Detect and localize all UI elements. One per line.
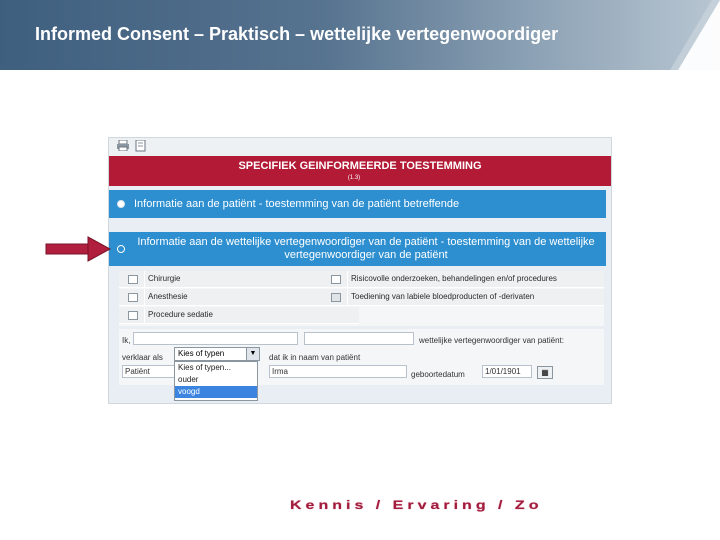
- print-icon[interactable]: [117, 140, 131, 153]
- dropdown-option[interactable]: ouder: [178, 375, 199, 384]
- procedure-options: [119, 271, 604, 326]
- procedure-label: Chirurgie: [148, 274, 181, 283]
- form-title-bar: [109, 156, 611, 186]
- option-representative-label: Informatie aan de wettelijke vertegenwoordiger van de patiënt - toestemming van de wettelijke vertegenwoordiger van de patiënt: [137, 236, 595, 261]
- dropdown-option-selected[interactable]: voogd: [175, 386, 257, 398]
- naam-label: dat ik in naam van patiënt: [269, 353, 361, 362]
- pointer-arrow: [44, 236, 112, 262]
- form-toolbar: [109, 138, 611, 156]
- ik-label: Ik,: [122, 336, 131, 345]
- checkbox[interactable]: [331, 293, 341, 302]
- patient-input[interactable]: Patiënt: [122, 365, 177, 378]
- procedure-item[interactable]: [119, 307, 359, 324]
- procedure-label: Toediening van labiele bloedproducten of -derivaten: [351, 292, 535, 301]
- checkbox[interactable]: [128, 311, 138, 320]
- relation-dropdown: [174, 361, 258, 401]
- patient-name-input[interactable]: Irma: [269, 365, 407, 378]
- option-patient-label: Informatie aan de patiënt - toestemming van de patiënt betreffende: [134, 198, 460, 210]
- calendar-icon[interactable]: ▦: [537, 366, 553, 379]
- relation-select-value: Kies of typen: [178, 349, 225, 358]
- dob-input[interactable]: 1/01/1901: [482, 365, 532, 378]
- slide-title: Informed Consent – Praktisch – wettelijke vertegenwoordiger: [35, 24, 559, 44]
- relation-select[interactable]: [174, 347, 260, 361]
- procedure-label: Procedure sedatie: [148, 310, 213, 319]
- representative-surname-input[interactable]: [304, 332, 414, 345]
- radio-representative[interactable]: [117, 245, 125, 253]
- checkbox[interactable]: [128, 293, 138, 302]
- dob-label: geboortedatum: [411, 370, 465, 379]
- consent-form-panel: [108, 137, 612, 404]
- option-patient[interactable]: [109, 190, 606, 218]
- representative-name-input[interactable]: [133, 332, 298, 345]
- procedure-label: Anesthesie: [148, 292, 188, 301]
- document-icon[interactable]: [135, 140, 149, 153]
- slide-header: [0, 0, 720, 70]
- procedure-item[interactable]: [322, 289, 604, 306]
- procedure-item[interactable]: [322, 271, 604, 288]
- option-representative[interactable]: [109, 232, 606, 266]
- verklaar-label: verklaar als: [122, 353, 163, 362]
- checkbox[interactable]: [128, 275, 138, 284]
- radio-patient[interactable]: [117, 200, 125, 208]
- checkbox[interactable]: [331, 275, 341, 284]
- procedure-label: Risicovolle onderzoeken, behandelingen en/of procedures: [351, 274, 557, 283]
- chevron-down-icon[interactable]: ▼: [246, 348, 259, 360]
- corner-decoration: [620, 0, 720, 70]
- form-subtitle: (1.3): [347, 175, 361, 181]
- representative-label: wettelijke vertegenwoordiger van patiënt:: [419, 336, 564, 345]
- dropdown-option[interactable]: Kies of typen...: [178, 363, 231, 372]
- footer-tagline: Kennis / Ervaring / Zo: [290, 499, 543, 512]
- form-title: SPECIFIEK GEINFORMEERDE TOESTEMMING: [238, 160, 482, 172]
